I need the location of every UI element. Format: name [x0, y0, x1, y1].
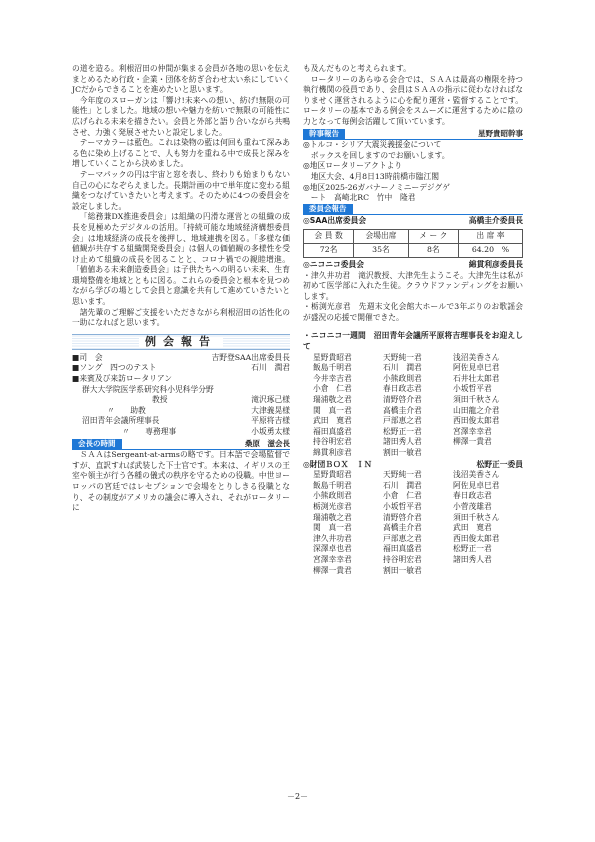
member-name: 西田俊太郎君 [453, 416, 500, 426]
member-name: 綿貫利彦君 [313, 448, 352, 457]
member-name: 星野貴昭君 [313, 470, 352, 480]
report-value: 吉野登SAA出席委員長 [211, 352, 290, 362]
guest-role: 沼田青年会議所理事長 [82, 416, 160, 426]
paragraph: の道を造る。利根沼田の仲間が集まる会員が各地の思いを伝えまとめるため行政・企業・団体を紡ぎ合わせ太い糸にしていくJCだからできることを進めたいと思います。 [72, 64, 290, 95]
member-name: 阿佐見卓巳君 [453, 480, 500, 490]
member-name: 石川 潤君 [383, 480, 422, 490]
member-name: 戸部恵之君 [383, 416, 422, 426]
attendance-header-row [304, 229, 523, 243]
attendance-header: 出 席 率 [458, 229, 522, 243]
niko-item: ・栃渕光彦君 先週末文化会館大ホールで3年ぶりのお歌謡会が盛況の応援で開催できた。 [303, 302, 523, 322]
attendance-value: 64.20 % [458, 243, 522, 257]
guest-row [72, 427, 290, 438]
chair-text: ＳＡＡはSergeant-at-armsの略です。日本語で会場監督ですが、直訳すれば武装した下士官です。本来は、イギリスの王室や領主が行う各種の儀式の秩序を守るための役職。中世ヨーロッパの宮廷ではレセプションで会場をとりしきる役職となり、その制度がアメリカの議会に導入され、それがロータリーに [72, 450, 290, 513]
member-name: 石井壮太郎君 [453, 373, 500, 383]
member-name: 松野正一君 [383, 426, 422, 436]
member-name: 松野正一君 [453, 544, 492, 554]
right-column [303, 64, 523, 576]
week-names-grid [303, 353, 523, 459]
member-name: 持谷明宏君 [383, 554, 422, 564]
member-name: 飯島千明君 [313, 480, 352, 490]
member-name: 清野啓介君 [383, 512, 422, 522]
member-name: 春日政志君 [383, 384, 422, 394]
guest-name: 大津義晃様 [251, 405, 290, 415]
box-names-grid [303, 470, 523, 576]
paragraph: 諸先輩のご理解ご支援をいただきながら利根沼田の活性化の一助になればと思います。 [72, 307, 290, 328]
report-row [72, 353, 290, 364]
member-name: 深澤卓也君 [313, 544, 352, 554]
member-name: 浅沼美香さん [453, 470, 500, 480]
guest-name: 小坂勇太様 [251, 427, 290, 436]
guest-role: 〃 専務理事 [122, 427, 177, 436]
chair-time-label: 会長の時間 [72, 439, 122, 449]
attendance-header: メ ー ク [408, 229, 458, 243]
guests-label: ■来賓及び来訪ロータリアン [72, 374, 173, 384]
chair-name: 桑原 滋会長 [245, 438, 290, 448]
member-name: 西田俊太郎君 [453, 533, 500, 543]
saa-header [303, 216, 523, 227]
member-name: 瑞浦敬之君 [313, 512, 352, 522]
niko-item: ・津久井功君 滝沢教授、大津先生ようこそ。大津先生は私が初めて医学部に入れた生徒。クラウドファンディングをお願いします。 [303, 270, 523, 301]
attendance-value: 8名 [408, 243, 458, 257]
attendance-header: 会 員 数 [304, 229, 354, 243]
committee-report-label: 委員会報告 [303, 204, 353, 214]
member-name: 福田真盛君 [383, 544, 422, 554]
secretary-item: 地区大会、4月8日13時前橋市臨江閣 [303, 171, 439, 181]
member-name: 宮澤幸幸君 [313, 554, 352, 564]
member-name: 高橋圭介君 [383, 523, 422, 533]
chair-time-header [72, 439, 290, 451]
guest-name: 平原将吉様 [251, 416, 290, 426]
member-name: 天野純一君 [383, 352, 422, 362]
meeting-report-banner [72, 334, 290, 350]
member-name: 小坂哲平君 [453, 384, 492, 394]
niko-chair: 綿貫利彦委員長 [468, 259, 523, 269]
member-name: 割田一敏君 [383, 448, 422, 457]
member-name: 柳澤一貴君 [453, 437, 492, 447]
secretary-item: ◎地区ロータリーアクトより [303, 161, 403, 171]
member-name: 諸田秀人君 [453, 554, 492, 564]
member-name: 小熊政則君 [383, 373, 422, 383]
member-name: 小菅茂雄君 [453, 501, 492, 511]
member-name: 小倉 仁君 [313, 384, 352, 394]
secretary-item: ボックスを回しますのでお願いします。 [303, 150, 450, 160]
guest-row [72, 416, 290, 427]
guest-row [72, 406, 290, 417]
member-name: 飯島千明君 [313, 363, 352, 373]
secretary-item: ◎トルコ・シリア大震災義援金について [303, 140, 442, 150]
member-name: 武田 寛君 [313, 416, 352, 426]
member-name: 持谷明宏君 [313, 437, 352, 447]
member-name: 阿佐見卓巳君 [453, 363, 500, 373]
guest-row [72, 395, 290, 406]
report-label: ■ソング 四つのテスト [72, 363, 157, 373]
secretary-report-header [303, 129, 523, 141]
member-name: 石川 潤君 [383, 363, 422, 373]
secretary-report-label: 幹事報告 [303, 129, 345, 139]
report-value: 石川 潤君 [251, 363, 290, 373]
member-name: 武田 寛君 [453, 523, 492, 533]
member-name: 春日政志君 [453, 491, 492, 501]
box-title: ◎財団ＢＯＸ ＩＮ [303, 459, 372, 469]
member-name: 福田真盛君 [313, 426, 352, 436]
guests-org: 群大大学院医学系研究科小児科学分野 [82, 384, 214, 394]
member-name: 山田龍之介君 [453, 405, 500, 415]
paragraph: も及んだものと考えられます。 [303, 64, 411, 73]
saa-title: ◎SAA出席委員会 [303, 216, 367, 226]
secretary-name: 星野貴昭幹事 [478, 128, 523, 138]
paragraph: 今年度のスローガンは「響け!未来への想い、紡げ!無限の可能性」としました。地域の想いや魅力を紡いで無限の可能性に広げられる未来を描きたい。会員と外部と語り合いながら共鳴させ、力強く発展させたいと設定しました。 [72, 95, 290, 137]
member-name: 須田千秋さん [453, 512, 500, 522]
member-name: 星野貴昭君 [313, 352, 352, 362]
niko-title: ◎ニコニコ委員会 [303, 259, 365, 269]
member-name: 小熊政則君 [313, 491, 352, 501]
member-name: 諸田秀人君 [383, 437, 422, 447]
niko-header [303, 260, 523, 271]
attendance-table [303, 229, 523, 258]
member-name: 須田千秋さん [453, 395, 500, 405]
committee-report-header [303, 204, 523, 216]
member-name: 栃渕光彦君 [313, 501, 352, 511]
box-header [303, 460, 523, 471]
week-title: ・ニコニコ一週間 沼田青年会議所平原将吉理事長をお迎えして [303, 331, 523, 352]
attendance-value: 72名 [304, 243, 354, 257]
paragraph: 「総務兼DX推進委員会」は組織の円滑な運営との組織の成長を見極めたデジタルの活用。「持続可能な地域経済構想委員会」は地域経済の成長を後押し、地域連携を図る。「多様な価値観が共存する組織開発委員会」は個人の価値観の多様性を受け止めて組織の成長を図ることと、コロナ禍での親睦增進。「値値ある未来創造委員会」は子供たちへの明るい未来、生育環境整備を地域とともに図る。これらの委員会と根本を見つめながら学びの場として会員と意識を共有して進めていきたいと思います。 [72, 212, 290, 307]
attendance-value-row [304, 243, 523, 257]
left-column [72, 64, 290, 514]
member-name: 小坂哲平君 [383, 501, 422, 511]
member-name: 天野純一君 [383, 470, 422, 480]
guest-role: 教授 [152, 395, 168, 405]
attendance-value: 35名 [354, 243, 409, 257]
guest-role: 〃 助教 [107, 405, 146, 415]
member-name: 高橋圭介君 [383, 405, 422, 415]
paragraph: ロータリーのあらゆる会合では、ＳＡＡは最高の権限を持つ執行機関の役員であり、会員はＳＡＡの指示に従わなければなりませく運営されるように心を配り運営・監督することです。ロータリーの基本である例会をスムーズに運営するために陰の力となって毎例会活躍して頂いています。 [303, 74, 523, 126]
secretary-item: ◎地区2025-26ガバナーノミニーデジグゲ [303, 182, 451, 192]
member-name: 津久井功君 [313, 533, 352, 543]
member-name: 浅沼美香さん [453, 352, 500, 362]
member-name: 柳澤一貴君 [313, 565, 352, 575]
paragraph: テーマパックの円は宇宙と窓を表し、終わりも始まりもない自己の心になぞらえました。長期計画の中で単年度に変わる組織をつなげていきたいと考えます。そのために4つの委員会を設定しました。 [72, 169, 290, 211]
member-name: 清野啓介君 [383, 395, 422, 405]
saa-chair: 高橋圭介委員長 [468, 216, 523, 226]
box-chair: 松野正一委員 [476, 459, 523, 469]
member-name: 関 真一君 [313, 405, 352, 415]
page-number: －2－ [286, 792, 309, 801]
member-name: 戸部恵之君 [383, 533, 422, 543]
secretary-item: ート 高崎北RC 竹中 隆君 [303, 193, 416, 203]
member-name: 小倉 仁君 [383, 491, 422, 501]
banner-title: 例会報告 [139, 337, 223, 348]
report-label: ■司 会 [72, 352, 103, 362]
member-name: 瑞浦敬之君 [313, 395, 352, 405]
member-name: 割田一敏君 [383, 565, 422, 575]
attendance-header: 会場出席 [354, 229, 409, 243]
member-name: 関 真一君 [313, 523, 352, 533]
member-name [453, 448, 523, 459]
report-row [72, 363, 290, 374]
member-name: 宮澤幸幸君 [453, 426, 492, 436]
paragraph: テーマカラーは藍色。これは染物の藍は何回も重ねて深みある色に染め上げることで、人も努力を重ねる中で成長と深みを増していくことから決めました。 [72, 138, 290, 169]
member-name [453, 566, 523, 577]
guest-name: 滝沢琢己様 [251, 395, 290, 405]
member-name: 今井幸吉君 [313, 373, 352, 383]
